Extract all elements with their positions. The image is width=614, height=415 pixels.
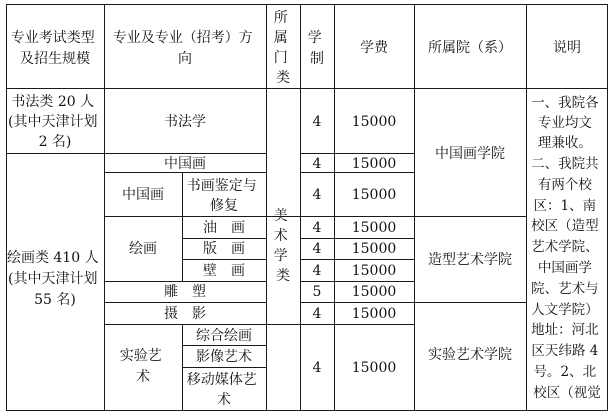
header-exam-type: 专业考试类型 及招生规模: [10, 30, 95, 67]
notes-text: 一、我院各 专业均文 理兼收。 二、我院共 有两个校 区：1、南 校区（造型 艺术学院、 中国画学 院、艺术与 人文学院） 地址：河北 区天纬路 4 号。2、北 校区（视觉: [531, 95, 601, 401]
fee-sculpture: 15000: [351, 284, 397, 300]
major-photography: 摄 影: [164, 306, 206, 322]
years-sculpture: 5: [312, 284, 322, 300]
header-duration: 学 制: [307, 30, 324, 67]
parent-chinese-painting: 中国画: [122, 187, 164, 203]
major-sculpture: 雕 塑: [164, 284, 206, 300]
years-chinese-painting: 4: [312, 156, 322, 172]
table-row: [164, 284, 396, 300]
header-fee: 学费: [360, 40, 388, 56]
major-appraisal: 书画鉴定与 修复: [186, 178, 257, 214]
fee-chinese-painting: 15000: [351, 156, 397, 172]
years-photography: 4: [312, 306, 322, 322]
major-integrated-painting: 综合绘画: [196, 328, 252, 344]
table-row: [203, 219, 396, 236]
header-notes: 说明: [553, 40, 581, 56]
major-moving-image: 影像艺术: [196, 349, 252, 365]
major-calligraphy: 书法学: [164, 114, 206, 130]
years-oil: 4: [312, 220, 322, 236]
table-header: [11, 10, 581, 86]
major-print: 版 画: [203, 241, 245, 257]
header-college: 所属院（系）: [428, 40, 512, 56]
parent-painting: 绘画: [129, 241, 157, 257]
table-row: [122, 177, 396, 214]
table-row: [164, 113, 396, 130]
years-appraisal: 4: [312, 187, 322, 203]
table-row: [164, 305, 396, 322]
table-row: [203, 241, 396, 257]
years-print: 4: [312, 241, 322, 257]
college-experimental-art: 实验艺术学院: [428, 347, 512, 363]
fee-photography: 15000: [351, 306, 397, 322]
major-oil: 油 画: [203, 220, 245, 236]
fee-experimental: 15000: [351, 360, 397, 376]
category-value: 美 术 学 类: [273, 208, 290, 284]
fee-appraisal: 15000: [351, 187, 397, 203]
fee-mural: 15000: [351, 263, 397, 279]
fee-oil: 15000: [351, 220, 397, 236]
years-experimental: 4: [312, 360, 322, 376]
table-row: [203, 263, 396, 279]
major-mural: 壁 画: [203, 263, 245, 279]
group-calligraphy: 书法类 20 人 (其中天津计划 2 名): [8, 94, 98, 150]
fee-calligraphy: 15000: [351, 114, 397, 130]
college-plastic-arts: 造型艺术学院: [428, 252, 512, 268]
table-row: [164, 155, 396, 172]
fee-print: 15000: [351, 241, 397, 257]
college-chinese-painting: 中国画学院: [435, 146, 505, 162]
major-mobile-media: 移动媒体艺 术: [186, 372, 257, 408]
parent-experimental-art: 实验艺 术: [119, 348, 162, 385]
header-major: 专业及专业（招考）方 向: [112, 30, 253, 67]
table-grid: [6, 4, 608, 411]
years-mural: 4: [312, 263, 322, 279]
group-painting: 绘画类 410 人 (其中天津计划 55 名): [6, 250, 99, 308]
years-calligraphy: 4: [312, 114, 322, 130]
major-chinese-painting: 中国画: [164, 156, 206, 172]
header-category: 所 属 门 类: [273, 10, 290, 86]
